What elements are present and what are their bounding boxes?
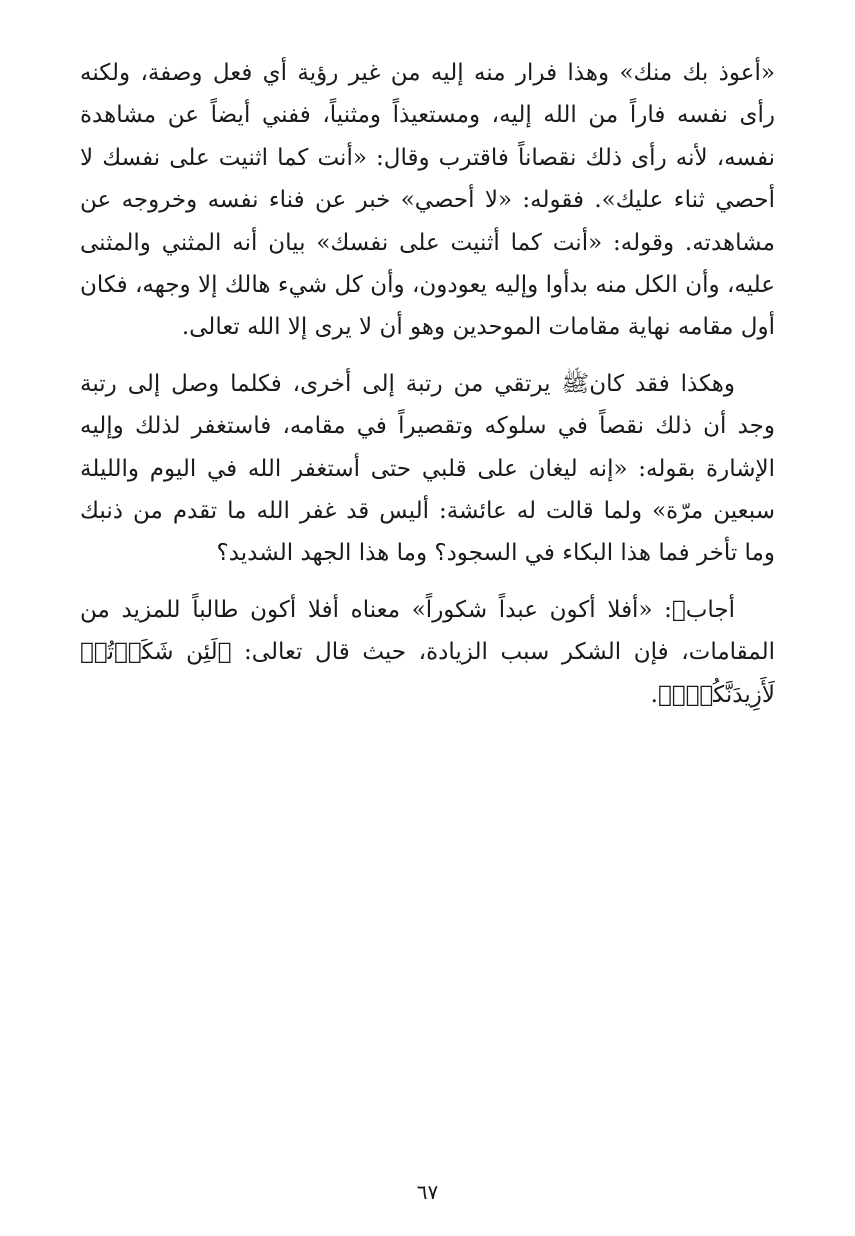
paragraph: أجابﷺ: «أفلا أكون عبداً شكوراً» معناه أفلا أكون طالباً للمزيد من المقامات، فإن الشكر سبب الزيادة، حيث قال تعالى: ﴿لَئِن شَكَرۡتُمۡ لَأَزِيدَنَّكُمۡۖ﴾. (80, 596, 775, 708)
paragraph: وهكذا فقد كانﷺ يرتقي من رتبة إلى أخرى، فكلما وصل إلى رتبة وجد أن ذلك نقصاً في سلوكه وتقصيراً في مقامه، فاستغفر لذلك وإليه الإشارة بقوله: «إنه ليغان على قلبي حتى أستغفر الله في اليوم والليلة سبعين مرّة» ولما قالت له عائشة: أليس قد غفر الله ما تقدم من ذنبك وما تأخر فما هذا البكاء في السجود؟ وما هذا الجهد الشديد؟ (80, 370, 775, 567)
page-number: ٦٧ (416, 1180, 439, 1204)
page-body (80, 52, 775, 716)
paragraph: «أعوذ بك منك» وهذا فرار منه إليه من غير رؤية أي فعل وصفة، ولكنه رأى نفسه فاراً من الله إليه، ومستعيذاً ومثنياً، ففني أيضاً عن مشاهدة نفسه، لأنه رأى ذلك نقصاناً فاقترب وقال: «أنت كما اثنيت على نفسك لا أحصي ثناء عليك». فقوله: «لا أحصي» خبر عن فناء نفسه وخروجه عن مشاهدته. وقوله: «أنت كما أثنيت على نفسك» بيان أنه المثني والمثنى عليه، وأن الكل منه بدأوا وإليه يعودون، وأن كل شيء هالك إلا وجهه، فكان أول مقامه نهاية مقامات الموحدين وهو أن لا يرى إلا الله تعالى. (80, 60, 775, 341)
